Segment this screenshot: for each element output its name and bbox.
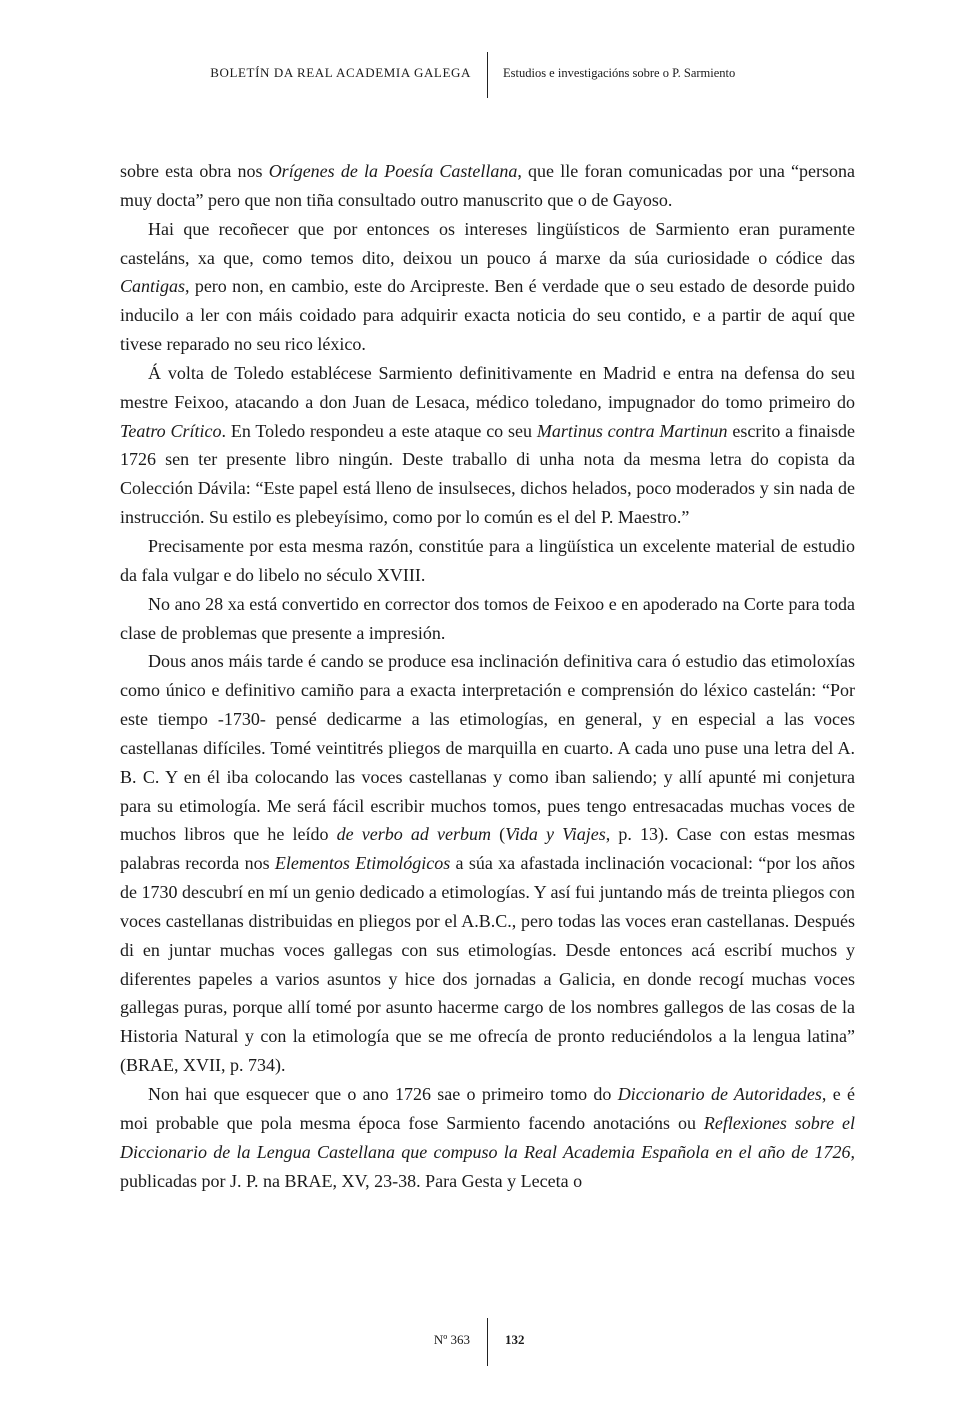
paragraph xyxy=(120,647,855,1080)
text-run: . En Toledo respondeu a este ataque co seu xyxy=(221,420,537,441)
text-run: escrito a finaisde 1726 sen ter presente libro ningún. Deste traballo di unha nota da mesma letra do copista da Colección Dávila: “Este papel está lleno de insulseces, dichos helados, poco moderados y sin nada de instrucción. Su estilo es plebeyísimo, como por lo común es el del P. Maestro.” xyxy=(120,420,855,528)
italic-title: Martinus contra Martinun xyxy=(536,420,728,441)
italic-title: Reflexiones sobre el Diccionario de la Lengua Castellana que compuso la Real Academia Española en el año de 1726 xyxy=(120,1112,856,1162)
text-run: , que lle foran comunicadas por una “persona muy docta” pero que non tiña consultado outro manuscrito que o de Gayoso. xyxy=(120,161,855,210)
footer-divider xyxy=(487,1318,488,1366)
italic-title: Cantigas xyxy=(120,276,186,297)
italic-title: de verbo ad verbum xyxy=(336,824,492,845)
italic-title: Elementos Etimológicos xyxy=(274,853,451,874)
page-footer xyxy=(0,1318,975,1368)
page-number: 132 xyxy=(505,1332,525,1347)
text-run: , pero non, en cambio, este do Arcipreste. Ben é verdade que o seu estado de desorde puido inducilo a ler con máis coidado para adquirir exacta noticia do seu contido, e a partir de aquí que tivese reparado no seu rico léxico. xyxy=(120,276,855,355)
text-run: a súa xa afastada inclinación vocacional: “por los años de 1730 descubrí en mí un genio dedicado a etimologías. Y así fui juntando más de treinta pliegos con voces castellanas distribuidas en pliegos por el A.B.C., pero todas las voces eran castellanas. Después di en juntar muchas voces gallegas con sus etimologías. Desde entonces acá escribí muchos y diferentes papeles a varios asuntos y hice dos jornadas a Galicia, en donde recogí muchas voces gallegas puras, porque allí tomé por asunto hacerme cargo de los nombres gallegos de las cosas de la Historia Natural y con la etimología que se me ofrecía de pronto reduciéndolos a la lengua latina” (BRAE, XVII, p. 734). xyxy=(120,853,855,1076)
paragraph xyxy=(120,532,855,590)
text-run: sobre esta obra nos xyxy=(120,161,269,181)
paragraph xyxy=(120,590,855,648)
header-divider xyxy=(487,52,488,98)
text-run: Non hai que esquecer que o ano 1726 sae o primeiro tomo do xyxy=(148,1084,618,1104)
section-title: Estudios e investigacións sobre o P. Sarmiento xyxy=(503,66,736,80)
running-header xyxy=(0,52,975,100)
text-run: Dous anos máis tarde é cando se produce esa inclinación definitiva cara ó estudio das etimoloxías como único e definitivo camiño para a exacta interpretación e comprensión do léxico castelán: “Por este tiempo -1730- pensé dedicarme a las etimologías, en general, y en especial a las voces castellanas difíciles. Tomé veintitrés pliegos de marquilla en cuarto. A cada uno puse una letra del A. B. C. Y en él iba colocando las voces castellanas y como iban saliendo; y allí apunté mi conjetura para su etimología. Me será fácil escribir muchos tomos, pues tengo entresacadas muchas voces de muchos libros que he leído xyxy=(120,651,855,845)
italic-title: Vida y Viajes xyxy=(505,824,606,845)
text-run: No ano 28 xa está convertido en corrector dos tomos de Feixoo e en apoderado na Corte para toda clase de problemas que presente a impresión. xyxy=(120,593,855,643)
italic-title: Diccionario de Autoridades xyxy=(617,1084,822,1104)
text-run: , p. 13). Case con estas mesmas palabras recorda nos xyxy=(120,824,856,874)
text-run: Á volta de Toledo establécese Sarmiento definitivamente en Madrid e entra na defensa do seu mestre Feixoo, atacando a don Juan de Lesaca, médico toledano, impugnador do tomo primeiro do xyxy=(120,362,855,412)
paragraph xyxy=(120,1080,855,1195)
text-run: ( xyxy=(491,824,506,845)
issue-number: Nº 363 xyxy=(433,1332,470,1347)
italic-title: Teatro Crítico xyxy=(120,420,222,441)
text-run: Hai que recoñecer que por entonces os intereses lingüísticos de Sarmiento eran puramente casteláns, xa que, como temos dito, deixou un pouco á marxe da súa curiosidade o códice das xyxy=(120,218,855,268)
paragraph xyxy=(120,215,855,359)
italic-title: Orígenes de la Poesía Castellana xyxy=(268,161,518,181)
text-run: , publicadas por J. P. na BRAE, XV, 23-38. Para Gesta y Leceta o xyxy=(120,1141,855,1191)
paragraph xyxy=(120,359,855,532)
article-body xyxy=(120,157,855,1195)
journal-title: BOLETÍN DA REAL ACADEMIA GALEGA xyxy=(210,65,471,80)
paragraph xyxy=(120,157,855,215)
text-run: Precisamente por esta mesma razón, constitúe para a lingüística un excelente material de estudio da fala vulgar e do libelo no século XVIII. xyxy=(120,535,855,585)
text-run: , e é moi probable que pola mesma época fose Sarmiento facendo anotacións ou xyxy=(120,1084,855,1133)
